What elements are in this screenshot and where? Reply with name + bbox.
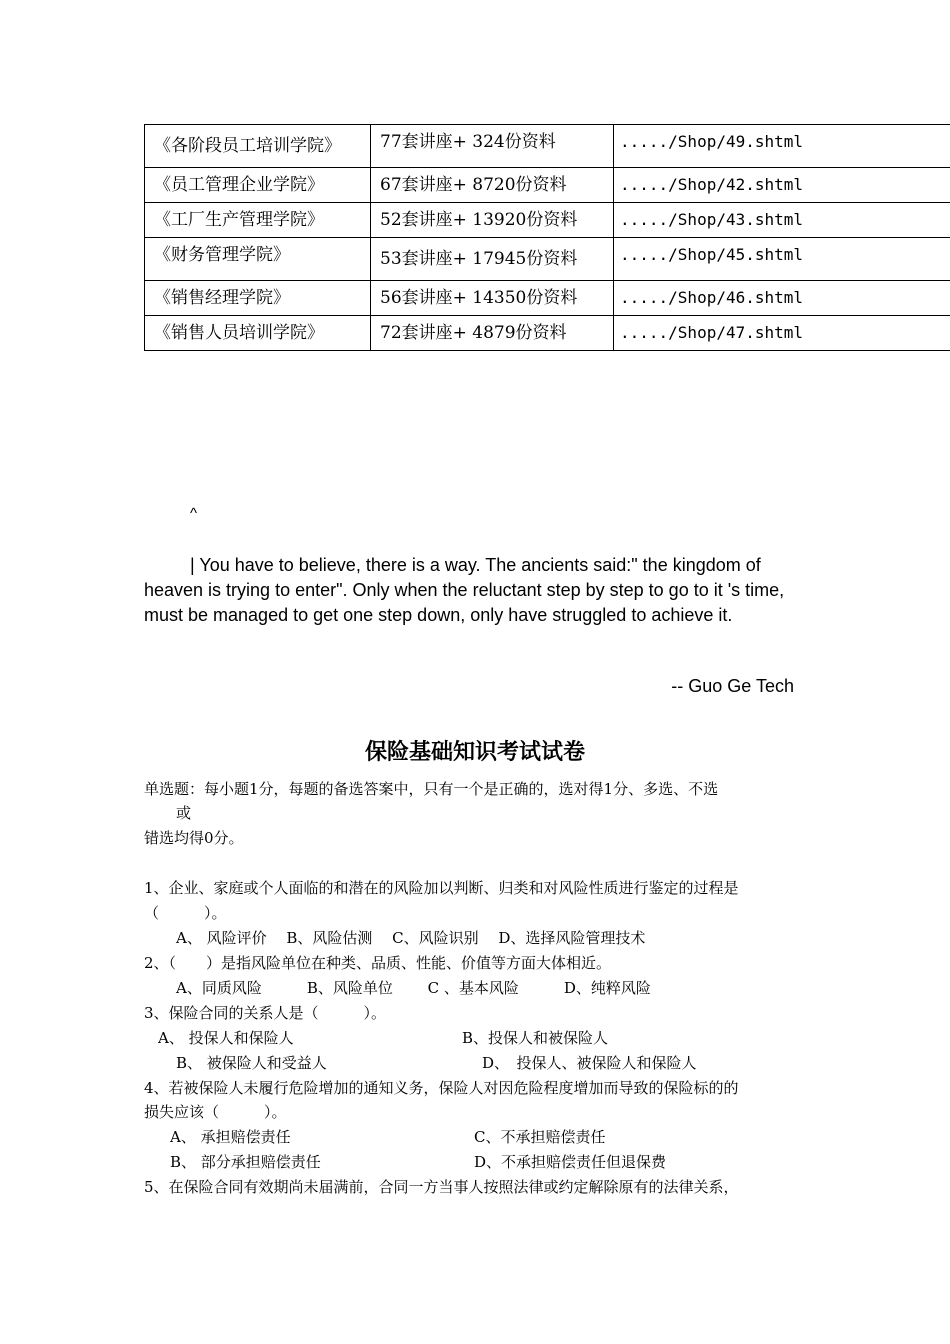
question-4-stem: 4、若被保险人未履行危险增加的通知义务，保险人对因危险程度增加而导致的保险标的的: [144, 1079, 739, 1097]
exam-title: 保险基础知识考试试卷: [364, 739, 585, 765]
question-4-option-d: D、不承担赔偿责任但退保费: [474, 1153, 667, 1171]
question-4-option-b: B、 部分承担赔偿责任: [170, 1153, 321, 1171]
question-3-option-a: A、 投保人和保险人: [158, 1029, 294, 1047]
course-link[interactable]: ...../Shop/42.shtml: [614, 168, 950, 203]
table-row: [145, 125, 950, 168]
question-3-stem: 3、保险合同的关系人是（ ）。: [144, 1004, 387, 1022]
question-5-stem: 5、在保险合同有效期尚未届满前，合同一方当事人按照法律或约定解除原有的法律关系，: [144, 1178, 739, 1196]
question-1-options: A、 风险评价 B、风险估测 C、风险识别 D、选择风险管理技术: [176, 929, 646, 947]
question-4-option-c: C、不承担赔偿责任: [474, 1128, 606, 1146]
question-4-option-a: A、 承担赔偿责任: [170, 1128, 291, 1146]
question-1-stem-cont: （ ）。: [144, 904, 227, 922]
course-link[interactable]: ...../Shop/49.shtml: [614, 125, 950, 168]
instructions-line: 或: [176, 804, 192, 822]
question-2-stem: 2、（ ）是指风险单位在种类、品质、性能、价值等方面大体相近。: [144, 954, 612, 972]
question-3-option-b: B、投保人和被保险人: [462, 1029, 609, 1047]
course-link[interactable]: ...../Shop/45.shtml: [614, 238, 950, 281]
table-row: [145, 316, 950, 351]
quote-author: -- Guo Ge Tech: [671, 676, 794, 696]
course-link[interactable]: ...../Shop/47.shtml: [614, 316, 950, 351]
course-summary: 67套讲座+ 8720份资料: [371, 168, 614, 203]
course-name: 《财务管理学院》: [145, 238, 371, 281]
question-1-stem: 1、企业、家庭或个人面临的和潜在的风险加以判断、归类和对风险性质进行鉴定的过程是: [144, 879, 739, 897]
course-summary: 53套讲座+ 17945份资料: [371, 238, 614, 281]
course-link[interactable]: ...../Shop/46.shtml: [614, 281, 950, 316]
motto-quote: | You have to believe, there is a way. The ancients said:" the kingdom of heaven is trying to enter". Only when the reluctant step by step to go to it 's time, must be managed to get one step down, only have struggled to achieve it.: [144, 555, 785, 625]
course-name: 《销售经理学院》: [145, 281, 371, 316]
course-summary: 72套讲座+ 4879份资料: [371, 316, 614, 351]
course-summary: 77套讲座+ 324份资料: [371, 125, 614, 168]
course-catalog-table: [144, 124, 950, 351]
question-2-options: A、同质风险 B、风险单位 C 、基本风险 D、纯粹风险: [176, 979, 651, 997]
course-summary: 52套讲座+ 13920份资料: [371, 203, 614, 238]
table-row: [145, 281, 950, 316]
table-row: [145, 203, 950, 238]
question-3-option-d: D、 投保人、被保险人和保险人: [482, 1054, 697, 1072]
course-name: 《各阶段员工培训学院》: [145, 125, 371, 168]
table-row: [145, 168, 950, 203]
question-3-option-c: B、 被保险人和受益人: [176, 1054, 327, 1072]
question-4-stem-cont: 损失应该（ ）。: [144, 1103, 287, 1121]
instructions-line: 单选题：每小题1分，每题的备选答案中，只有一个是正确的，选对得1分、多选、不选: [144, 780, 719, 798]
course-link[interactable]: ...../Shop/43.shtml: [614, 203, 950, 238]
course-name: 《员工管理企业学院》: [145, 168, 371, 203]
course-summary: 56套讲座+ 14350份资料: [371, 281, 614, 316]
course-name: 《销售人员培训学院》: [145, 316, 371, 351]
instructions-line: 错选均得0分。: [144, 829, 244, 847]
table-row: [145, 238, 950, 281]
caret-mark: ^: [190, 505, 198, 522]
course-name: 《工厂生产管理学院》: [145, 203, 371, 238]
